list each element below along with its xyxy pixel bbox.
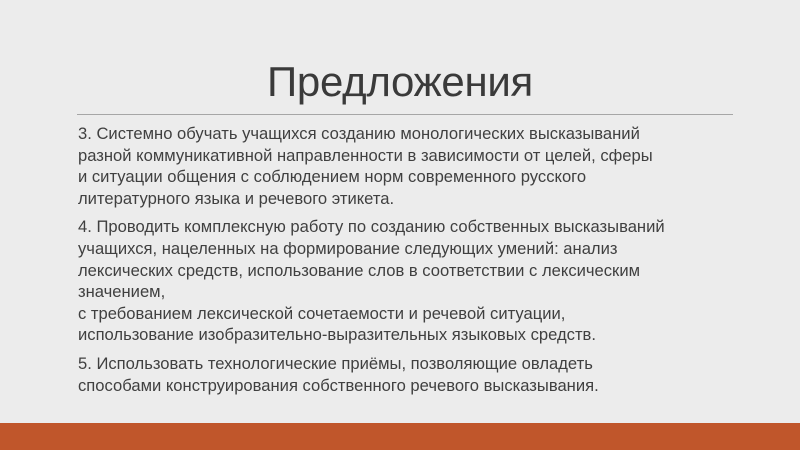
paragraph-4 xyxy=(78,216,738,346)
text-line: 5. Использовать технологические приёмы, позволяющие овладеть xyxy=(78,353,593,373)
slide-title: Предложения xyxy=(267,58,533,105)
text-line: способами конструирования собственного речевого высказывания. xyxy=(78,375,599,395)
text-line: разной коммуникативной направленности в зависимости от целей, сферы xyxy=(78,145,653,165)
text-line: значением, xyxy=(78,282,166,302)
accent-footer-band xyxy=(0,423,800,450)
text-line: учащихся, нацеленных на формирование следующих умений: анализ xyxy=(78,238,618,258)
paragraph-5 xyxy=(78,353,738,396)
text-line: лексических средств, использование слов в соответствии с лексическим xyxy=(78,260,640,280)
text-line: и ситуации общения с соблюдением норм современного русского xyxy=(78,167,587,187)
title-divider xyxy=(77,114,733,115)
text-line: литературного языка и речевого этикета. xyxy=(78,188,395,208)
slide-body xyxy=(78,123,738,403)
text-line: использование изобразительно-выразительных языковых средств. xyxy=(78,325,596,345)
text-line: 3. Системно обучать учащихся созданию монологических высказываний xyxy=(78,124,640,143)
text-line: с требованием лексической сочетаемости и речевой ситуации, xyxy=(78,303,566,323)
text-line: 4. Проводить комплексную работу по созданию собственных высказываний xyxy=(78,217,665,237)
paragraph-3 xyxy=(78,123,738,209)
